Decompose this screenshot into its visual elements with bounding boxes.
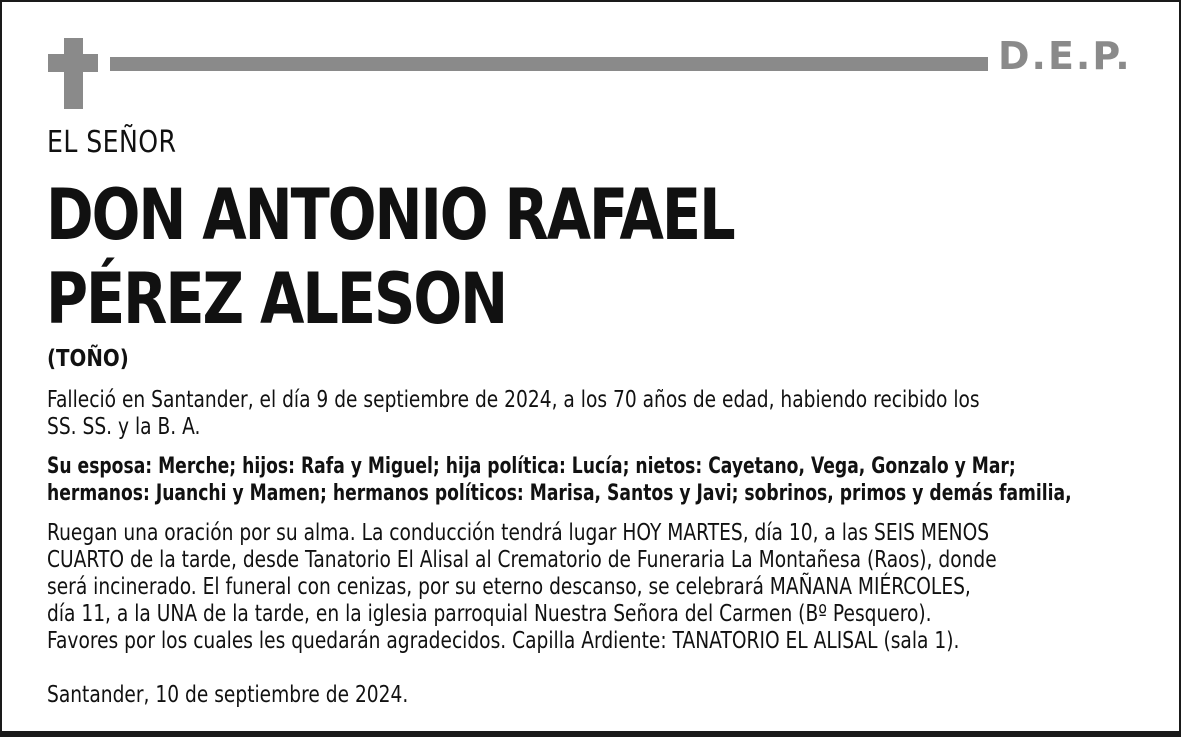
text-line: día 11, a la UNA de la tarde, en la iglesia parroquial Nuestra Señora del Carmen (Bº Pesquero). bbox=[47, 601, 932, 627]
text-line: SS. SS. y la B. A. bbox=[47, 414, 201, 440]
text-line: Favores por los cuales les quedarán agradecidos. Capilla Ardiente: TANATORIO EL ALISAL (sala 1). bbox=[47, 628, 960, 654]
text-line: hermanos: Juanchi y Mamen; hermanos políticos: Marisa, Santos y Javi; sobrinos, primos y demás familia, bbox=[47, 481, 1072, 506]
nickname: (TOÑO) bbox=[47, 346, 129, 372]
dep-badge: D.E.P. bbox=[998, 34, 1132, 78]
text-line: Ruegan una oración por su alma. La conducción tendrá lugar HOY MARTES, día 10, a las SEIS MENOS bbox=[47, 520, 990, 546]
text-line: será incinerado. El funeral con cenizas, por su eterno descanso, se celebrará MAÑANA MIÉRCOLES, bbox=[47, 574, 971, 600]
text-line: Su esposa: Merche; hijos: Rafa y Miguel; hija política: Lucía; nietos: Cayetano, Vega, Gonzalo y Mar; bbox=[47, 454, 1016, 479]
service-paragraph bbox=[47, 520, 997, 655]
place-date: Santander, 10 de septiembre de 2024. bbox=[47, 682, 409, 708]
name-line-1: DON ANTONIO RAFAEL bbox=[46, 174, 734, 256]
text-line: Falleció en Santander, el día 9 de septiembre de 2024, a los 70 años de edad, habiendo recibido los bbox=[47, 387, 980, 413]
honorific-prefix: EL SEÑOR bbox=[47, 125, 177, 160]
name-line-2: PÉREZ ALESON bbox=[46, 258, 507, 340]
deceased-name bbox=[46, 173, 734, 341]
header-rule bbox=[110, 57, 988, 71]
death-paragraph bbox=[47, 387, 980, 441]
text-line: CUARTO de la tarde, desde Tanatorio El Alisal al Crematorio de Funeraria La Montañesa (Raos), donde bbox=[47, 547, 997, 573]
family-paragraph bbox=[47, 453, 1072, 507]
